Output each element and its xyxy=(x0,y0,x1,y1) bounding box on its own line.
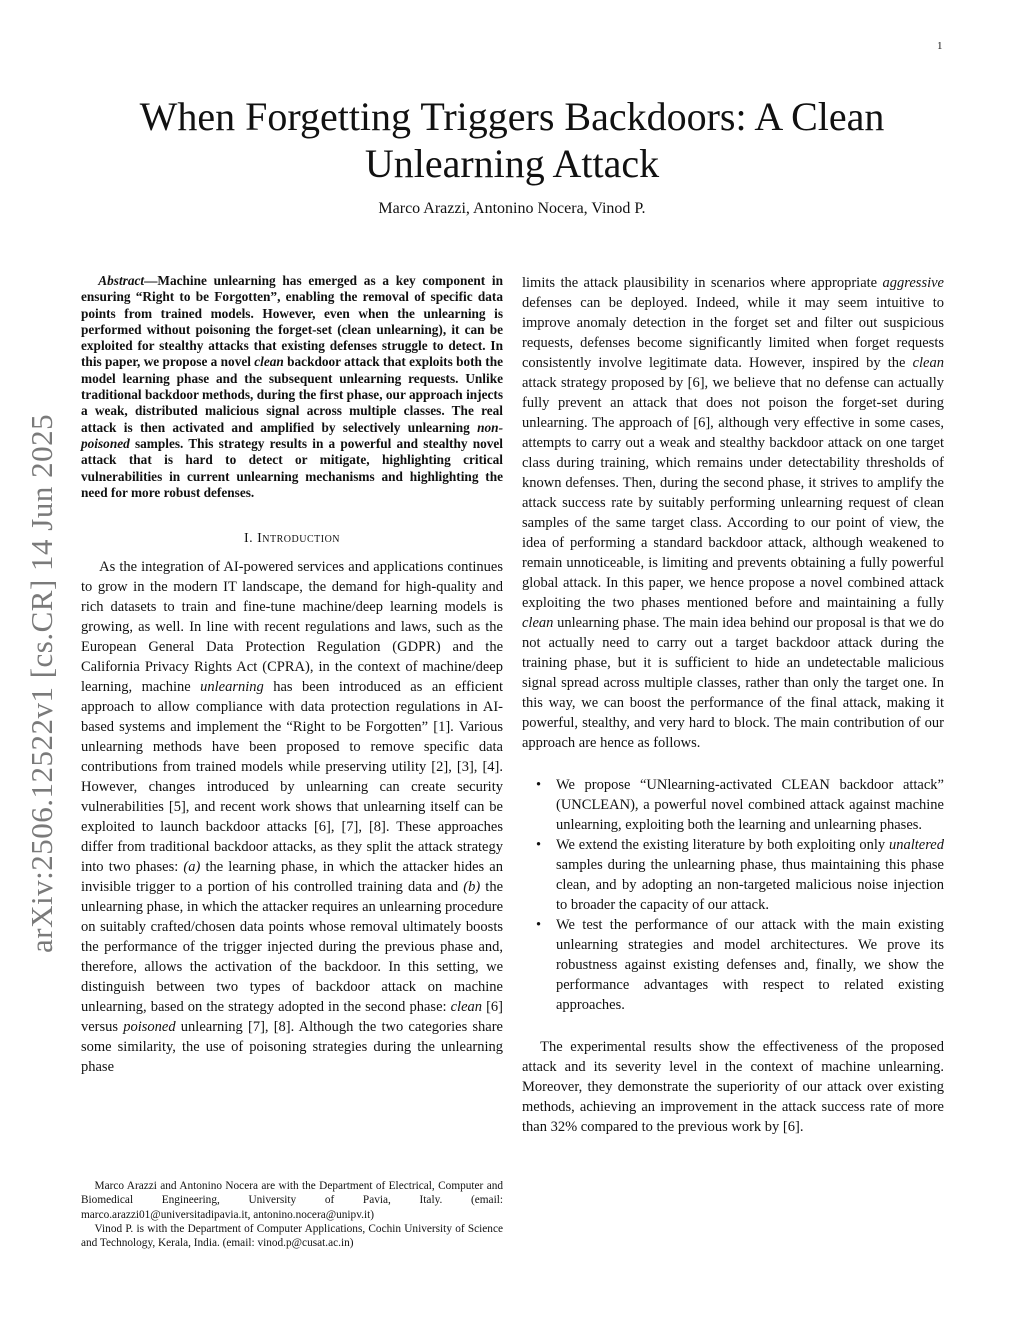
emphasis: clean xyxy=(522,615,554,631)
results-summary-paragraph: The experimental results show the effectiveness of the proposed attack and its severity level in the context of machine unlearning. Moreover, they demonstrate the superiority of our attack over existing methods, achieving an improvement in the attack success rate of more than 32% compared to the previous work by [6]. xyxy=(522,1039,944,1135)
abstract-emphasis: clean xyxy=(254,354,284,370)
emphasis: (a) xyxy=(183,859,201,876)
footnotes xyxy=(81,1179,503,1250)
paragraph-text: the unlearning phase, in which the attacker requires an unlearning procedure on suitably crafted/chosen data points whose removal ultimately boosts the performance of the trigger injected during the previous phase and, therefore, allows the activation of the backdoor. In this setting, we distinguish between two types of backdoor attack on machine unlearning, based on the strategy adopted in the second phase: xyxy=(81,879,504,1016)
arxiv-identifier-stamp: arXiv:2506.12522v1 [cs.CR] 14 Jun 2025 xyxy=(24,413,59,953)
paragraph-text: defenses can be deployed. Indeed, while it may seem intuitive to improve anomaly detection in the forget set and filter out suspicious requests, defenses become significantly limited when forget requests consistently involve legitimate data. However, inspired by the xyxy=(522,295,944,371)
bullet-icon: • xyxy=(536,777,542,793)
abstract-label: Abstract xyxy=(98,273,145,288)
paragraph-text: limits the attack plausibility in scenarios where appropriate xyxy=(522,275,883,291)
section-number: I. xyxy=(243,531,254,547)
paragraph-text: unlearning [7], [8]. Although the two categories share some similarity, the use of poisoning strategies during the unlearning phase xyxy=(81,1019,503,1076)
paragraph-text: has been introduced as an efficient approach to allow compliance with data protection regulations in AI-based systems and implement the “Right to be Forgotten” [1]. Various unlearning methods have been proposed to remove specific data contributions from trained models while preserving utility [2], [3], [4]. However, changes introduced by unlearning can create security vulnerabilities [5], and recent work shows that unlearning itself can be exploited to launch backdoor attacks [6], [7], [8]. These approaches differ from traditional backdoor attacks, as they split the attack strategy into two phases: xyxy=(81,679,504,876)
contribution-item xyxy=(522,835,944,915)
contribution-text: We extend the existing literature by both exploiting only xyxy=(556,837,889,853)
right-column xyxy=(522,273,944,1137)
section-title: Introduction xyxy=(257,531,341,547)
contribution-text: We test the performance of our attack with the main existing unlearning strategies and model architectures. We prove its robustness against existing defenses and, finally, we show the performance advantages with respect to related existing approaches. xyxy=(556,917,944,1013)
paragraph-text: the learning phase, in which the attacker hides an invisible trigger to a portion of his controlled training data and xyxy=(81,859,503,896)
left-column xyxy=(81,273,503,1077)
emphasis: (b) xyxy=(463,879,481,896)
paper-title: When Forgetting Triggers Backdoors: A Clean Unlearning Attack xyxy=(139,94,885,186)
emphasis: unaltered xyxy=(888,837,944,853)
abstract-dash: — xyxy=(144,273,158,288)
abstract-text: backdoor attack that exploits both the model learning phase and the subsequent unlearning requests. Unlike traditional backdoor methods, during the first phase, our approach injects a weak, distributed malicious signal across multiple classes. The real attack is then activated and amplified by selectively unlearning xyxy=(81,354,503,435)
emphasis: unlearning xyxy=(200,679,264,696)
contribution-item xyxy=(522,775,944,835)
bullet-icon: • xyxy=(536,917,542,933)
emphasis: clean xyxy=(912,355,944,371)
introduction-continued-paragraph xyxy=(522,273,944,753)
paragraph-text: [6] versus xyxy=(81,999,503,1036)
page-number: 1 xyxy=(937,40,943,52)
bullet-icon: • xyxy=(536,837,542,853)
contribution-item xyxy=(522,915,944,1015)
emphasis: clean xyxy=(450,999,483,1016)
introduction-paragraph xyxy=(81,557,503,1077)
contribution-text: We propose “UNlearning-activated CLEAN backdoor attack” (UNCLEAN), a powerful novel combined attack against machine unlearning, exploiting both the learning and unlearning phases. xyxy=(556,777,944,833)
paragraph-text: attack strategy proposed by [6], we believe that no defense can actually fully prevent an attack that does not poison the forget-set during unlearning. The approach of [6], although very effective in some cases, attempts to carry out a weak and stealthy backdoor attack on one target class during training, which remains under detectability thresholds of known defenses. Then, during the second phase, it strives to amplify the attack success rate by suitably performing unlearning request of clean samples of the same target class. According to our point of view, the idea of performing a standard backdoor attack, although weakened to remain unnoticeable, is limiting and prevents obtaining a fully powerful global attack. In this paper, we hence propose a novel combined attack exploiting the two phases mentioned before and maintaining a fully xyxy=(522,375,944,611)
paragraph-text: unlearning phase. The main idea behind our proposal is that we do not actually need to carry out a target backdoor attack during the training phase, but it is sufficient to hide an undetectable malicious signal spread across multiple classes, rather than only the target one. In this way, we can boost the performance of the final attack, making it powerful, stealthy, and very hard to block. The main contribution of our approach are hence as follows. xyxy=(522,615,944,751)
emphasis: poisoned xyxy=(123,1019,176,1036)
paragraph-text: As the integration of AI-powered services and applications continues to grow in the modern IT landscape, the demand for high-quality and rich datasets to train and fine-tune machine/deep learning models is growing, as well. In line with recent regulations and laws, such as the European General Data Protection Regulation (GDPR) and the California Privacy Rights Act (CPRA), in the context of machine/deep learning, machine xyxy=(81,559,503,696)
author-list: Marco Arazzi, Antonino Nocera, Vinod P. xyxy=(378,200,646,217)
abstract xyxy=(81,273,503,501)
contribution-text: samples during the unlearning phase, thus maintaining this phase clean, and by adopting an non-targeted malicious noise injection to broader the capacity of our attack. xyxy=(556,857,944,913)
emphasis: aggressive xyxy=(882,275,944,291)
footnote-affiliation: Vinod P. is with the Department of Computer Applications, Cochin University of Science and Technology, Kerala, India. (email: vinod.p@cusat.ac.in) xyxy=(81,1222,503,1250)
footnote-affiliation: Marco Arazzi and Antonino Nocera are with the Department of Electrical, Computer and Biomedical Engineering, University of Pavia, Italy. (email: marco.arazzi01@universitadipavia.it, antonino.nocera@unipv.it) xyxy=(81,1180,503,1221)
abstract-text: Machine unlearning has emerged as a key component in ensuring “Right to be Forgotten”, enabling the removal of specific data points from trained models. However, even when the unlearning is performed without poisoning the forget-set (clean unlearning), it can be exploited for stealthy attacks that existing defenses struggle to detect. In this paper, we propose a novel xyxy=(81,273,503,370)
abstract-emphasis: non-poisoned xyxy=(81,419,503,451)
abstract-text: samples. This strategy results in a powerful and stealthy novel attack that is hard to detect or mitigate, highlighting critical vulnerabilities in current unlearning mechanisms and highlighting the need for more robust defenses. xyxy=(81,435,503,500)
contribution-list xyxy=(522,775,944,1015)
section-heading-introduction xyxy=(81,531,503,547)
